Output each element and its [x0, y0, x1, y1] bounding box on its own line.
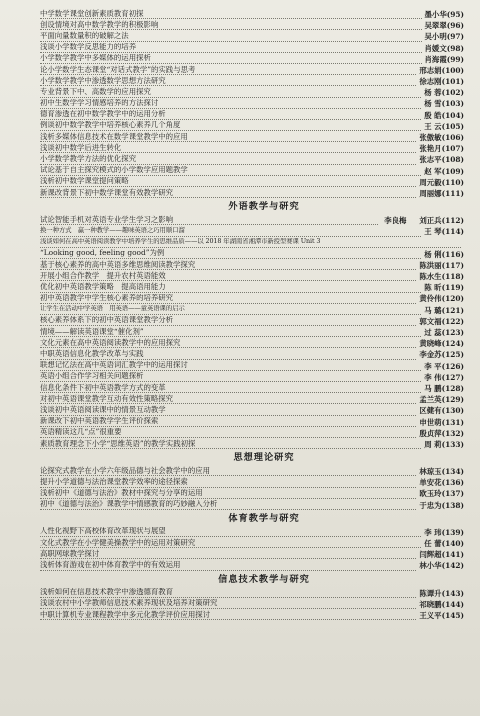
entry-page-number: (134)	[441, 467, 464, 477]
entry-author: 林琼玉	[419, 467, 442, 477]
toc-entry	[40, 305, 464, 316]
toc-entry	[40, 338, 464, 349]
entry-author: 肖媛文	[424, 43, 447, 53]
entry-title: 试论智能手机对英语专业学生学习之影响	[40, 215, 378, 225]
entry-author: 李 玮	[424, 527, 442, 537]
entry-title: 新课改下初中英语教学学生评价探索	[40, 417, 416, 427]
entry-page-number: (144)	[441, 599, 464, 609]
entry-page-number: (95)	[446, 9, 464, 19]
entry-author: 陈 昕	[424, 283, 442, 293]
entry-page-number: (119)	[441, 283, 464, 293]
entry-title: 专业背景下中、高数学的应用探究	[40, 87, 421, 97]
entry-title: 英语精读这几“点”很重要	[40, 428, 416, 438]
toc-entry	[40, 316, 464, 327]
toc-entry	[40, 132, 464, 143]
toc-entry	[40, 372, 464, 383]
entry-author: 郭文福	[419, 316, 442, 326]
toc-entry	[40, 361, 464, 372]
entry-author: 过 蕊	[424, 328, 442, 338]
toc-entry	[40, 560, 464, 571]
entry-author: 殷 皓	[424, 110, 442, 120]
entry-page-number: (120)	[441, 294, 464, 304]
entry-title: 开展小组合作教学 提升农村英语能效	[40, 271, 416, 281]
entry-title: 对初中英语课堂教学互动有效性策略探究	[40, 394, 416, 404]
entry-page-number: (129)	[441, 395, 464, 405]
entry-title: 平面向量数量积的破解之法	[40, 31, 422, 41]
entry-title: 基于核心素养的高中英语多维思维阅读教学探究	[40, 260, 416, 270]
toc-entry	[40, 43, 464, 54]
entry-title: 素质教育理念下小学“思维英语”的教学实践初探	[40, 439, 421, 449]
entry-author: 王义平	[419, 610, 442, 620]
entry-author: 区健有	[419, 406, 442, 416]
entry-author: 赵 军	[424, 166, 442, 176]
entry-author: 李 伟	[424, 372, 442, 382]
entry-page-number: (125)	[441, 350, 464, 360]
entry-author: 周元毅	[419, 177, 442, 187]
toc-entry	[40, 394, 464, 405]
entry-page-number: (107)	[441, 144, 464, 154]
entry-title: 人性化视野下高校体育改革现状与展望	[40, 527, 421, 537]
toc-entry	[40, 538, 464, 549]
entry-author: 刘正兵	[419, 216, 442, 226]
entry-title: 浅析如何在信息技术教学中渗透德育教育	[40, 588, 416, 598]
toc-entry	[40, 177, 464, 188]
entry-author: 马 璐	[424, 305, 442, 315]
toc-entry	[40, 466, 464, 477]
entry-page-number: (124)	[441, 339, 464, 349]
toc-entry	[40, 20, 464, 31]
toc-entry	[40, 188, 464, 199]
entry-page-number: (104)	[441, 110, 464, 120]
entry-page-number: (96)	[446, 21, 464, 31]
entry-coauthor: 李良梅	[384, 216, 407, 226]
toc-entry	[40, 166, 464, 177]
entry-page-number: (106)	[441, 133, 464, 143]
toc-entry	[40, 599, 464, 610]
entry-page-number: (102)	[441, 88, 464, 98]
entry-page-number: (145)	[441, 610, 464, 620]
entry-title: 高职网球教学探讨	[40, 549, 416, 559]
entry-title: 例谈初中数学教学中培养核心素养几个角度	[40, 121, 421, 131]
toc-entry	[40, 588, 464, 599]
toc-entry	[40, 428, 464, 439]
entry-author: 于忠为	[419, 500, 442, 510]
entry-title: 文化元素在高中英语阅读教学中的应用探究	[40, 338, 416, 348]
toc-entry	[40, 282, 464, 293]
entry-author: 邢志娟	[419, 65, 442, 75]
entry-title: 提升小学道德与法治课堂教学效率的途径探索	[40, 477, 416, 487]
toc-entry	[40, 477, 464, 488]
entry-title: 德育渗透在初中数学教学中的运用分析	[40, 110, 421, 120]
entry-author: 杨 雪	[424, 99, 442, 109]
entry-page-number: (138)	[441, 500, 464, 510]
entry-author: 杨 俐	[424, 249, 442, 259]
entry-author: 闫辉超	[419, 550, 442, 560]
entry-author: 欧玉玲	[419, 489, 442, 499]
entry-title: 浅谈初中英语阅读课中的情景互动教学	[40, 405, 416, 415]
entry-page-number: (111)	[441, 188, 464, 198]
toc-entry	[40, 349, 464, 360]
entry-author: 吴小明	[424, 32, 447, 42]
entry-page-number: (141)	[441, 550, 464, 560]
entry-title: 浅析体育游戏在初中体育教学中的有效运用	[40, 560, 416, 570]
entry-author: 陈洪丽	[419, 260, 442, 270]
entry-page-number: (109)	[441, 166, 464, 176]
entry-title: 浅谈如何在高中英语阅读教学中培养学生的思维品质——以 2018 年湖南省湘潭市新授型赛课 Unit 3	[40, 238, 461, 248]
entry-author: 杨 蓉	[424, 88, 442, 98]
entry-author: 墨小华	[424, 9, 447, 19]
entry-title: 核心素养体系下的初中英语课堂教学分析	[40, 316, 416, 326]
entry-title: 中学数学课堂创新素质教育初探	[40, 9, 422, 19]
entry-title: 浅析初中《道德与法治》教材中探究与分享的运用	[40, 489, 416, 499]
entry-page-number: (122)	[441, 316, 464, 326]
toc-entry	[40, 87, 464, 98]
toc-entry	[40, 417, 464, 428]
entry-title: 小学数学教学方法的优化探究	[40, 154, 416, 164]
entry-author: 王 云	[424, 121, 442, 131]
toc-entry	[40, 121, 464, 132]
entry-page-number: (121)	[441, 305, 464, 315]
toc-entry	[40, 154, 464, 165]
entry-page-number: (128)	[441, 383, 464, 393]
entry-page-number: (116)	[441, 249, 464, 259]
toc-entry	[40, 327, 464, 338]
entry-title: 论探究式教学在小学六年级品德与社会教学中的应用	[40, 466, 416, 476]
toc-entry	[40, 500, 464, 511]
entry-page-number: (142)	[441, 561, 464, 571]
entry-title: 浅析多媒体信息技术在数学课堂教学中的应用	[40, 132, 416, 142]
toc-entry	[40, 249, 464, 260]
entry-page-number: (108)	[441, 155, 464, 165]
toc-entry	[40, 143, 464, 154]
entry-page-number: (110)	[441, 177, 464, 187]
entry-author: 张志平	[419, 155, 442, 165]
entry-title: 信息化条件下初中英语教学方式的变革	[40, 383, 421, 393]
entry-title: 中职英语信息化教学改革与实践	[40, 349, 416, 359]
entry-title: 浅谈农村中小学教师信息技术素养现状及培养对策研究	[40, 599, 416, 609]
toc-entry	[40, 110, 464, 121]
entry-author: 张艳月	[419, 144, 442, 154]
toc-entry	[40, 294, 464, 305]
entry-page-number: (133)	[441, 439, 464, 449]
entry-title: 让学生在活动中学英语 用英语——童英语课的启示	[40, 305, 421, 315]
entry-author: 殷贞萍	[419, 428, 442, 438]
entry-page-number: (101)	[441, 77, 464, 87]
entry-author: 马 鹏	[424, 383, 442, 393]
entry-title: 浅析初中数学课堂提问策略	[40, 177, 416, 187]
entry-title: 小学数学教学中渗透数学思想方法研究	[40, 76, 416, 86]
entry-page-number: (139)	[441, 527, 464, 537]
entry-author: 张傲敏	[419, 133, 442, 143]
toc-entry	[40, 271, 464, 282]
toc-entry	[40, 405, 464, 416]
toc-entry	[40, 383, 464, 394]
entry-page-number: (112)	[441, 216, 464, 226]
entry-author: 吴翠翠	[424, 21, 447, 31]
toc-entry	[40, 527, 464, 538]
entry-author: 陈谭升	[419, 588, 442, 598]
entry-page-number: (97)	[446, 32, 464, 42]
entry-page-number: (105)	[441, 121, 464, 131]
entry-page-number: (114)	[441, 227, 464, 237]
entry-author: 徐志刚	[419, 77, 442, 87]
entry-title: 创设情境对高中数学教学的积极影响	[40, 20, 422, 30]
entry-page-number: (131)	[441, 417, 464, 427]
toc-entry	[40, 31, 464, 42]
toc-entry	[40, 54, 464, 65]
entry-page-number: (136)	[441, 478, 464, 488]
entry-title: 初中英语教学中学生核心素养的培养研究	[40, 294, 416, 304]
section-heading: 信息技术教学与研究	[218, 573, 310, 585]
entry-page-number: (127)	[441, 372, 464, 382]
entry-author: 林小华	[419, 561, 442, 571]
section-heading: 思想理论研究	[233, 452, 295, 464]
entry-title: 论小学数学生态课堂“对话式教学”的实践与思考	[40, 65, 416, 75]
entry-title: 联想记忆法在高中英语词汇教学中的运用探讨	[40, 361, 421, 371]
entry-page-number: (100)	[441, 65, 464, 75]
entry-page-number: (98)	[446, 43, 464, 53]
toc-entry	[40, 99, 464, 110]
entry-title: 文化式教学在小学健美操教学中的运用对策研究	[40, 538, 421, 548]
entry-title: 初中生数学学习情感培养的方法探讨	[40, 99, 421, 109]
entry-page-number: (143)	[441, 588, 464, 598]
entry-title: 浅谈小学数学反思能力的培养	[40, 43, 422, 53]
entry-page-number: (137)	[441, 489, 464, 499]
entry-page-number: (123)	[441, 328, 464, 338]
entry-page-number: (130)	[441, 406, 464, 416]
entry-title: 换一种方式 赢一种教学——趣味英语之巧用顺口溜	[40, 226, 421, 236]
entry-author: 单安花	[419, 478, 442, 488]
entry-page-number: (118)	[441, 272, 464, 282]
entry-title: 新课改背景下初中数学课堂有效教学研究	[40, 188, 416, 198]
entry-author: 李金苏	[419, 350, 442, 360]
entry-author: 王 琴	[424, 227, 442, 237]
entry-page-number: (117)	[441, 260, 464, 270]
entry-title: 小学数学教学中多媒体的运用探析	[40, 54, 422, 64]
entry-page-number: (99)	[446, 54, 464, 64]
entry-title: 情境——解读英语课堂“催化剂”	[40, 327, 421, 337]
entry-page-number: (140)	[441, 539, 464, 549]
entry-page-number: (103)	[441, 99, 464, 109]
entry-title: “Looking good, feeling good”为例	[40, 249, 421, 259]
entry-author: 周 莉	[424, 439, 442, 449]
entry-page-number: (132)	[441, 428, 464, 438]
section-heading: 外语教学与研究	[228, 201, 300, 213]
entry-title: 初中《道德与法治》课教学中情感教育的巧妙融入分析	[40, 500, 416, 510]
toc-entry	[40, 9, 464, 20]
entry-author: 陈水生	[419, 272, 442, 282]
toc-entry	[40, 215, 464, 226]
entry-author: 孟兰英	[419, 395, 442, 405]
entry-author: 申世萌	[419, 417, 442, 427]
entry-author: 李 平	[424, 361, 442, 371]
toc-entry	[40, 610, 464, 621]
entry-title: 优化初中英语教学策略 提高语用能力	[40, 282, 421, 292]
entry-author: 黄晓峰	[419, 339, 442, 349]
entry-author: 黄伶伟	[419, 294, 442, 304]
entry-page-number: (126)	[441, 361, 464, 371]
entry-title: 英语小组合作学习相关问题探析	[40, 372, 421, 382]
entry-title: 中职计算机专业课程教学中多元化教学评价应用探讨	[40, 610, 416, 620]
toc-entry	[40, 226, 464, 237]
section-heading: 体育教学与研究	[228, 512, 300, 524]
toc-entry	[40, 489, 464, 500]
entry-title: 浅谈初中数学后进生转化	[40, 143, 416, 153]
entry-author: 祁晓鹏	[419, 599, 442, 609]
toc-entry	[40, 439, 464, 450]
entry-author: 周丽娜	[419, 188, 442, 198]
entry-author: 任 蕾	[424, 539, 442, 549]
toc-entry	[40, 65, 464, 76]
entry-author: 肖海霞	[424, 54, 447, 64]
toc-entry	[40, 260, 464, 271]
toc-entry	[40, 238, 464, 249]
toc-entry	[40, 76, 464, 87]
entry-title: 试论基于自主探究模式的小学数学应用题教学	[40, 166, 421, 176]
toc-entry	[40, 549, 464, 560]
